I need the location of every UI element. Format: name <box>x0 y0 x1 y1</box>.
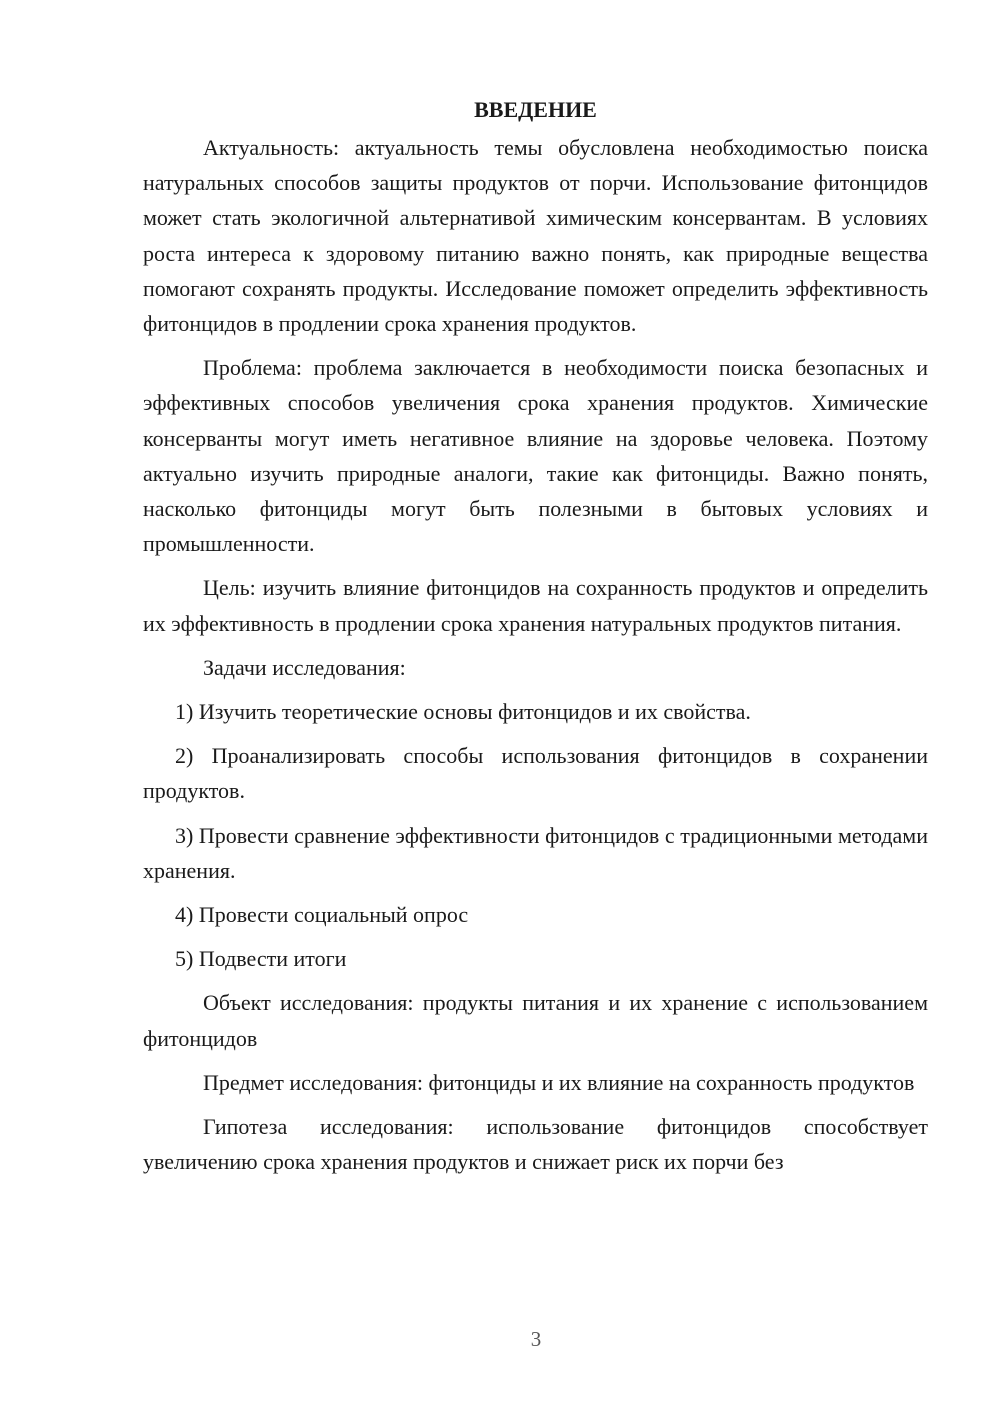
page-number: 3 <box>530 1327 542 1351</box>
paragraph-relevance: Актуальность: актуальность темы обусловлена необходимостью поиска натуральных способов защиты продуктов от порчи. Использование фитонцидов может стать экологичной альтернативой химическим консервантам. В условиях роста интереса к здоровому питанию важно понять, как природные вещества помогают сохранять продукты. Исследование поможет определить эффективность фитонцидов в продлении срока хранения продуктов. <box>143 135 928 337</box>
tasks-title: Задачи исследования: <box>203 654 406 680</box>
page-content <box>143 92 928 1188</box>
task-item-4: 4) Провести социальный опрос <box>175 902 469 928</box>
task-item-5: 5) Подвести итоги <box>175 946 347 972</box>
task-item-1: 1) Изучить теоретические основы фитонцидов и их свойства. <box>175 699 751 725</box>
paragraph-object: Объект исследования: продукты питания и их хранение с использованием фитонцидов <box>143 990 928 1051</box>
paragraph-subject: Предмет исследования: фитонциды и их влияние на сохранность продуктов <box>203 1069 915 1095</box>
task-item-2: 2) Проанализировать способы использования фитонцидов в сохранении продуктов. <box>143 743 928 804</box>
paragraph-hypothesis: Гипотеза исследования: использование фитонцидов способствует увеличению срока хранения продуктов и снижает риск их порчи без <box>143 1114 928 1175</box>
task-item-3: 3) Провести сравнение эффективности фитонцидов с традиционными методами хранения. <box>143 822 928 883</box>
paragraph-goal: Цель: изучить влияние фитонцидов на сохранность продуктов и определить их эффективность в продлении срока хранения натуральных продуктов питания. <box>143 575 928 636</box>
section-heading: ВВЕДЕНИЕ <box>474 97 597 122</box>
paragraph-problem: Проблема: проблема заключается в необходимости поиска безопасных и эффективных способов увеличения срока хранения продуктов. Химические консерванты могут иметь негативное влияние на здоровье человека. Поэтому актуально изучить природные аналоги, такие как фитонциды. Важно понять, насколько фитонциды могут быть полезными в бытовых условиях и промышленности. <box>143 355 928 557</box>
